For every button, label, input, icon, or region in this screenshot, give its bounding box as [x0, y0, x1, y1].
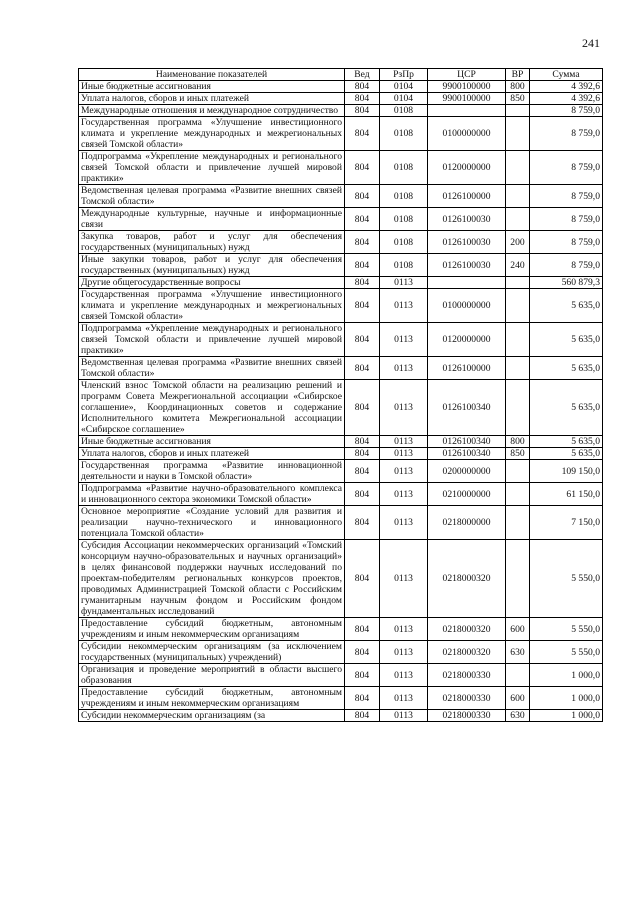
cell-name: Субсидии некоммерческим организациям (за [79, 710, 345, 722]
cell-sum: 5 635,0 [530, 380, 603, 436]
cell-name: Ведомственная целевая программа «Развитие внешних связей Томской области» [79, 185, 345, 208]
table-row [79, 357, 603, 380]
cell-vr: 600 [506, 618, 530, 641]
cell-rzpr: 0113 [380, 436, 428, 448]
cell-vr: 240 [506, 254, 530, 277]
cell-vr [506, 357, 530, 380]
cell-ved: 804 [345, 323, 380, 357]
cell-name: Государственная программа «Улучшение инвестиционного климата и укрепление международных и межрегиональных связей Томской области» [79, 117, 345, 151]
cell-sum: 109 150,0 [530, 460, 603, 483]
table-row [79, 117, 603, 151]
table-body [79, 81, 603, 722]
header-sum: Сумма [530, 69, 603, 81]
table-row [79, 323, 603, 357]
cell-ved: 804 [345, 81, 380, 93]
table-row [79, 618, 603, 641]
cell-sum: 4 392,6 [530, 93, 603, 105]
cell-sum: 5 635,0 [530, 448, 603, 460]
cell-rzpr: 0108 [380, 231, 428, 254]
cell-vr: 600 [506, 687, 530, 710]
cell-ved: 804 [345, 185, 380, 208]
cell-csr: 0126100000 [428, 357, 506, 380]
cell-name: Ведомственная целевая программа «Развитие внешних связей Томской области» [79, 357, 345, 380]
cell-vr [506, 208, 530, 231]
cell-csr: 0120000000 [428, 323, 506, 357]
cell-ved: 804 [345, 540, 380, 618]
cell-rzpr: 0113 [380, 710, 428, 722]
table-row [79, 185, 603, 208]
cell-csr: 0126100340 [428, 380, 506, 436]
cell-name: Членский взнос Томской области на реализацию решений и программ Совета Межрегиональной ассоциации «Сибирское соглашение», Координационных советов и содержание Исполнительного комитета Межрегиональной ассоциации «Сибирское соглашение» [79, 380, 345, 436]
header-name: Наименование показателей [79, 69, 345, 81]
cell-rzpr: 0113 [380, 448, 428, 460]
cell-ved: 804 [345, 664, 380, 687]
cell-rzpr: 0113 [380, 460, 428, 483]
table-row [79, 460, 603, 483]
cell-sum: 5 635,0 [530, 289, 603, 323]
cell-rzpr: 0108 [380, 208, 428, 231]
cell-sum: 8 759,0 [530, 185, 603, 208]
cell-vr: 200 [506, 231, 530, 254]
cell-rzpr: 0108 [380, 117, 428, 151]
cell-csr: 0126100340 [428, 448, 506, 460]
cell-ved: 804 [345, 710, 380, 722]
cell-ved: 804 [345, 277, 380, 289]
table-row [79, 81, 603, 93]
cell-csr: 9900100000 [428, 81, 506, 93]
header-ved: Вед [345, 69, 380, 81]
cell-vr [506, 289, 530, 323]
cell-name: Подпрограмма «Укрепление международных и регионального связей Томской области и привлечение лучшей мировой практики» [79, 151, 345, 185]
cell-sum: 1 000,0 [530, 710, 603, 722]
cell-csr: 0126100000 [428, 185, 506, 208]
cell-ved: 804 [345, 436, 380, 448]
cell-ved: 804 [345, 254, 380, 277]
cell-csr [428, 105, 506, 117]
cell-ved: 804 [345, 460, 380, 483]
cell-rzpr: 0108 [380, 151, 428, 185]
cell-vr: 800 [506, 436, 530, 448]
cell-sum: 8 759,0 [530, 151, 603, 185]
table-row [79, 483, 603, 506]
cell-ved: 804 [345, 448, 380, 460]
cell-csr: 0218000330 [428, 664, 506, 687]
cell-vr: 850 [506, 93, 530, 105]
cell-vr [506, 664, 530, 687]
cell-name: Предоставление субсидий бюджетным, автономным учреждениям и иным некоммерческим организациям [79, 618, 345, 641]
cell-ved: 804 [345, 506, 380, 540]
cell-name: Государственная программа «Улучшение инвестиционного климата и укрепление международных и межрегиональных связей Томской области» [79, 289, 345, 323]
cell-rzpr: 0113 [380, 664, 428, 687]
cell-csr: 0218000000 [428, 506, 506, 540]
cell-csr: 0218000330 [428, 710, 506, 722]
table-row [79, 380, 603, 436]
cell-sum: 1 000,0 [530, 664, 603, 687]
table-row [79, 254, 603, 277]
cell-name: Закупка товаров, работ и услуг для обеспечения государственных (муниципальных) нужд [79, 231, 345, 254]
cell-rzpr: 0113 [380, 483, 428, 506]
cell-name: Подпрограмма «Развитие научно-образовательного комплекса и инновационного сектора экономики Томской области» [79, 483, 345, 506]
cell-name: Иные бюджетные ассигнования [79, 81, 345, 93]
cell-vr: 850 [506, 448, 530, 460]
cell-ved: 804 [345, 618, 380, 641]
cell-ved: 804 [345, 357, 380, 380]
cell-rzpr: 0104 [380, 81, 428, 93]
table-header-row [79, 69, 603, 81]
page-number: 241 [582, 36, 600, 50]
cell-ved: 804 [345, 687, 380, 710]
cell-vr: 630 [506, 710, 530, 722]
cell-csr: 0126100340 [428, 436, 506, 448]
table-row [79, 277, 603, 289]
table-row [79, 436, 603, 448]
cell-sum: 61 150,0 [530, 483, 603, 506]
cell-sum: 5 635,0 [530, 323, 603, 357]
cell-csr: 0218000320 [428, 618, 506, 641]
cell-sum: 4 392,6 [530, 81, 603, 93]
header-csr: ЦСР [428, 69, 506, 81]
table-row [79, 105, 603, 117]
cell-name: Государственная программа «Развитие инновационной деятельности и науки в Томской области» [79, 460, 345, 483]
cell-csr: 0218000330 [428, 687, 506, 710]
table-row [79, 641, 603, 664]
table-row [79, 687, 603, 710]
cell-ved: 804 [345, 289, 380, 323]
table-row [79, 231, 603, 254]
cell-sum: 5 550,0 [530, 540, 603, 618]
cell-csr: 0100000000 [428, 289, 506, 323]
cell-ved: 804 [345, 117, 380, 151]
cell-rzpr: 0113 [380, 618, 428, 641]
cell-name: Международные культурные, научные и информационные связи [79, 208, 345, 231]
cell-name: Другие общегосударственные вопросы [79, 277, 345, 289]
table-row [79, 289, 603, 323]
cell-name: Организация и проведение мероприятий в области высшего образования [79, 664, 345, 687]
header-rzpr: РзПр [380, 69, 428, 81]
cell-sum: 8 759,0 [530, 254, 603, 277]
cell-rzpr: 0113 [380, 540, 428, 618]
budget-table [78, 68, 603, 722]
cell-sum: 1 000,0 [530, 687, 603, 710]
cell-name: Субсидия Ассоциации некоммерческих организаций «Томский консорциум научно-образовательных и научных организаций» в целях финансовой поддержки научных исследований по проектам-победителям региональных конкурсов проектов, проводимых Администрацией Томской области с Российским гуманитарным научным фондом и Российским фондом фундаментальных исследований [79, 540, 345, 618]
cell-vr: 800 [506, 81, 530, 93]
cell-sum: 8 759,0 [530, 231, 603, 254]
cell-vr [506, 151, 530, 185]
cell-csr: 0126100030 [428, 254, 506, 277]
cell-vr [506, 277, 530, 289]
cell-rzpr: 0113 [380, 506, 428, 540]
cell-vr [506, 483, 530, 506]
cell-rzpr: 0108 [380, 105, 428, 117]
cell-sum: 8 759,0 [530, 105, 603, 117]
cell-csr: 0210000000 [428, 483, 506, 506]
cell-rzpr: 0113 [380, 380, 428, 436]
cell-sum: 5 550,0 [530, 641, 603, 664]
cell-rzpr: 0113 [380, 289, 428, 323]
table-row [79, 208, 603, 231]
table-row [79, 506, 603, 540]
cell-ved: 804 [345, 208, 380, 231]
cell-sum: 5 635,0 [530, 357, 603, 380]
cell-ved: 804 [345, 151, 380, 185]
cell-vr [506, 117, 530, 151]
cell-csr: 0218000320 [428, 540, 506, 618]
cell-csr: 0126100030 [428, 231, 506, 254]
cell-sum: 560 879,3 [530, 277, 603, 289]
cell-ved: 804 [345, 231, 380, 254]
cell-name: Международные отношения и международное сотрудничество [79, 105, 345, 117]
cell-sum: 5 635,0 [530, 436, 603, 448]
header-vr: ВР [506, 69, 530, 81]
cell-sum: 7 150,0 [530, 506, 603, 540]
cell-sum: 8 759,0 [530, 117, 603, 151]
table-row [79, 710, 603, 722]
cell-rzpr: 0113 [380, 641, 428, 664]
cell-vr [506, 460, 530, 483]
cell-ved: 804 [345, 93, 380, 105]
cell-rzpr: 0104 [380, 93, 428, 105]
cell-ved: 804 [345, 105, 380, 117]
cell-vr: 630 [506, 641, 530, 664]
cell-name: Субсидии некоммерческим организациям (за исключением государственных (муниципальных) учреждений) [79, 641, 345, 664]
cell-name: Уплата налогов, сборов и иных платежей [79, 448, 345, 460]
cell-csr: 0200000000 [428, 460, 506, 483]
cell-csr [428, 277, 506, 289]
cell-ved: 804 [345, 641, 380, 664]
cell-rzpr: 0108 [380, 185, 428, 208]
cell-ved: 804 [345, 483, 380, 506]
cell-csr: 0218000320 [428, 641, 506, 664]
cell-name: Основное мероприятие «Создание условий для развития и реализации научно-технического и инновационного потенциала Томской области» [79, 506, 345, 540]
table-row [79, 540, 603, 618]
cell-vr [506, 540, 530, 618]
cell-vr [506, 380, 530, 436]
cell-rzpr: 0108 [380, 254, 428, 277]
table-row [79, 664, 603, 687]
table-row [79, 93, 603, 105]
cell-csr: 0100000000 [428, 117, 506, 151]
cell-name: Предоставление субсидий бюджетным, автономным учреждениям и иным некоммерческим организациям [79, 687, 345, 710]
cell-sum: 8 759,0 [530, 208, 603, 231]
cell-vr [506, 105, 530, 117]
cell-vr [506, 323, 530, 357]
cell-name: Иные бюджетные ассигнования [79, 436, 345, 448]
cell-name: Подпрограмма «Укрепление международных и регионального связей Томской области и привлечение лучшей мировой практики» [79, 323, 345, 357]
cell-name: Уплата налогов, сборов и иных платежей [79, 93, 345, 105]
cell-rzpr: 0113 [380, 323, 428, 357]
cell-name: Иные закупки товаров, работ и услуг для обеспечения государственных (муниципальных) нужд [79, 254, 345, 277]
cell-rzpr: 0113 [380, 687, 428, 710]
cell-csr: 0126100030 [428, 208, 506, 231]
table-row [79, 448, 603, 460]
cell-csr: 0120000000 [428, 151, 506, 185]
cell-vr [506, 506, 530, 540]
table-row [79, 151, 603, 185]
cell-sum: 5 550,0 [530, 618, 603, 641]
cell-rzpr: 0113 [380, 277, 428, 289]
cell-rzpr: 0113 [380, 357, 428, 380]
cell-vr [506, 185, 530, 208]
cell-csr: 9900100000 [428, 93, 506, 105]
cell-ved: 804 [345, 380, 380, 436]
